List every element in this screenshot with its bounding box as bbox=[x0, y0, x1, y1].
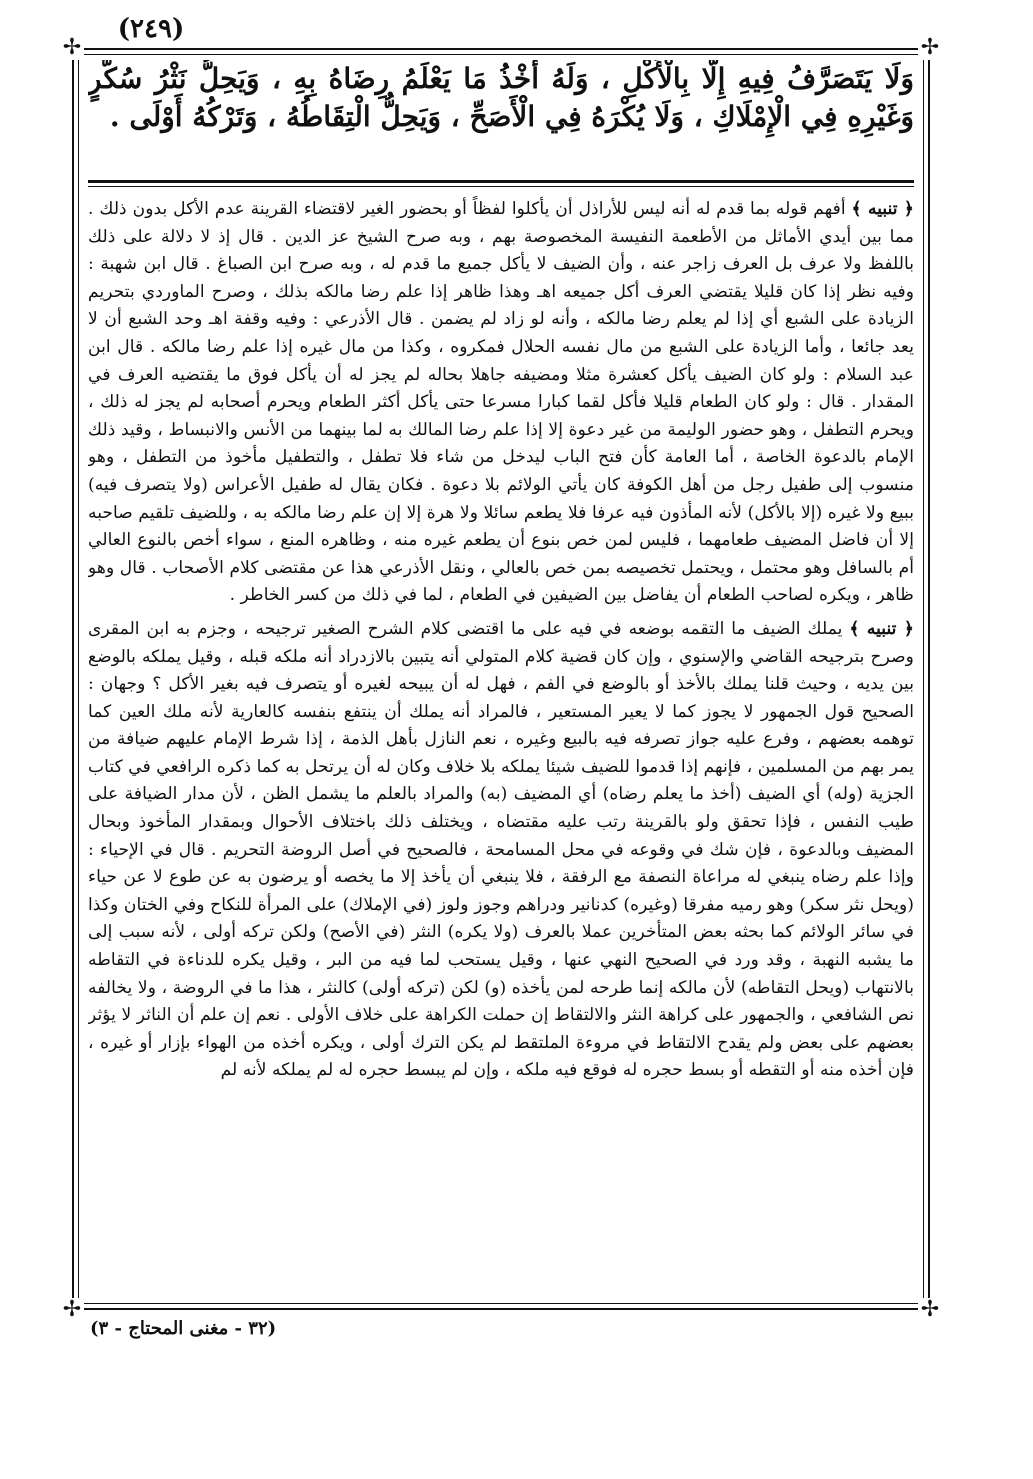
divider bbox=[88, 180, 914, 183]
divider bbox=[88, 186, 914, 187]
main-text: وَلَا يَتَصَرَّفُ فِيهِ إِلَّا بِالْأَكْلِ ، وَلَهُ أَخْذُ مَا يَعْلَمُ رِضَاهُ بِهِ ، وَيَحِلُّ نَثْرُ سُكَّرٍ وَغَيْرِهِ فِي الْإِمْلَاكِ ، وَلَا يُكْرَهُ فِي الْأَصَحِّ ، وَيَحِلُّ الْتِقَاطُهُ ، وَتَرْكُهُ أَوْلَى . bbox=[88, 62, 914, 133]
page-number: (٢٤٩) bbox=[117, 14, 185, 44]
paragraph-text: أفهم قوله بما قدم له أنه ليس للأراذل أن يأكلوا لفظاً أو بحضور الغير لاقتضاء القرينة عدم الأكل بدون ذلك . مما بين أيدي الأماثل من الأطعمة النفيسة المخصوصة بهم ، وبه صرح الشيخ عز الدين . قال إذ لا دلالة على ذلك باللفظ ولا عرف بل العرف زاجر عنه ، وأن الضيف لا يأكل جميع ما قدم له ، وبه صرح ابن الصباغ . قال ابن شهبة : وفيه نظر إذا كان قليلا يقتضي العرف أكل جميعه اهـ وهذا ظاهر إذا علم رضا مالكه بذلك ، وصرح الماوردي بتحريم الزيادة على الشبع أي إذا لم يعلم رضا مالكه ، وأنه لو زاد لم يضمن . قال الأذرعي : وفيه وقفة اهـ وحد الشبع أن لا يعد جائعا ، وأما الزيادة على الشبع من مال نفسه الحلال فمكروه ، وكذا من مال غيره إذا علم رضا مالكه . قال ابن عبد السلام : ولو كان الضيف يأكل كعشرة مثلا ومضيفه جاهلا بحاله لم يجز له أن يأكل فوق ما يقتضيه العرف في المقدار . قال : ولو كان الطعام قليلا فأكل لقما كبارا مسرعا حتى يأكل أكثر الطعام ويحرم أصحابه لم يجز له ذلك ، ويحرم التطفل ، وهو حضور الوليمة من غير دعوة إلا إذا علم رضا المالك به لما بينهما من الأنس والانبساط ، وقيد ذلك الإمام بالدعوة الخاصة ، أما العامة كأن فتح الباب ليدخل من شاء فلا تطفل ، والتطفيل مأخوذ من التطفل ، وهو منسوب إلى طفيل رجل من أهل الكوفة كان يأتي الولائم بلا دعوة . فكان يقال له طفيل الأعراس (ولا يتصرف فيه) ببيع ولا غيره (إلا بالأكل) لأنه المأذون فيه عرفا فلا يطعم سائلا ولا هرة إلا إن علم رضا مالكه به ، وللضيف تلقيم صاحبه إلا أن فاضل المضيف طعامهما ، فليس لمن خص بنوع أن يطعم غيره منه ، وظاهره المنع ، سواء أخص بالنوع العالي أم بالسافل وهو محتمل ، ويحتمل تخصيصه بمن خص بالعالي ، ونقل الأذرعي هذا عن مقتضى كلام الأصحاب . قال وهو ظاهر ، ويكره لصاحب الطعام أن يفاضل بين الضيفين في الطعام ، لما في ذلك من كسر الخاطر . bbox=[88, 199, 914, 606]
commentary-paragraph bbox=[88, 616, 914, 1085]
commentary bbox=[88, 196, 914, 1296]
commentary-paragraph bbox=[88, 196, 914, 610]
ornament-icon: ✢ bbox=[918, 1298, 942, 1322]
tanbih-label: ﴿ تنبيه ﴾ bbox=[851, 199, 914, 219]
footer-signature: (٣٢ - مغنى المحتاج - ٣) bbox=[90, 1318, 277, 1339]
ornament-icon: ✢ bbox=[60, 36, 84, 60]
ornament-icon: ✢ bbox=[60, 1298, 84, 1322]
tanbih-label: ﴿ تنبيه ﴾ bbox=[849, 618, 914, 639]
ornament-icon: ✢ bbox=[918, 36, 942, 60]
paragraph-text: يملك الضيف ما التقمه بوضعه في فيه على ما اقتضى كلام الشرح الصغير ترجيحه ، وجزم به ابن المقرى وصرح بترجيحه القاضي والإسنوي ، وإن كان قضية كلام المتولي أنه يتبين بالازدراد أنه ملكه قبله ، وقيل يملكه بالوضع بين يديه ، وحيث قلنا يملك بالأخذ أو بالوضع في الفم ، فهل له أن يبيحه لغيره أو يتصرف فيه بغير الأكل ؟ وجهان : الصحيح قول الجمهور لا يجوز كما لا يعير المستعير ، فالمراد أنه يملك أن ينتفع بنفسه كالعارية لأنه ملك العين كما توهمه بعضهم ، وفرع عليه جواز تصرفه فيه بالبيع وغيره ، نعم النازل بأهل الذمة ، إذا شرط الإمام عليهم ضيافة من يمر بهم من المسلمين ، فإنهم إذا قدموا للضيف شيئا يملكه بلا خلاف وكان له أن يرتحل به كما ذكره الرافعي في كتاب الجزية (وله) أي الضيف (أخذ ما يعلم رضاه) أي المضيف (به) والمراد بالعلم ما يشمل الظن ، لأن مدار الضيافة على طيب النفس ، فإذا تحقق ولو بالقرينة رتب عليه مقتضاه ، ويختلف ذلك باختلاف الأحوال وبمقدار المأخوذ وبحال المضيف وبالدعوة ، فإن شك في وقوعه في محل المسامحة ، فالصحيح في أصل الروضة التحريم . قال في الإحياء : وإذا علم رضاه ينبغي له مراعاة النصفة مع الرفقة ، فلا ينبغي أن يأخذ إلا ما يخصه أو يرضون به عن طوع لا عن حياء (ويحل نثر سكر) وهو رميه مفرقا (وغيره) كدنانير ودراهم وجوز ولوز (في الإملاك) على المرأة للنكاح وفي الختان وكذا في سائر الولائم كما بحثه بعض المتأخرين عملا بالعرف (ولا يكره) النثر (في الأصح) ولكن تركه أولى ، لأنه سبب إلى ما يشبه النهبة ، وقد ورد في الصحيح النهي عنها ، وقيل يستحب لما فيه من البر ، وقيل يكره للدناءة في التقاطه بالانتهاب (ويحل التقاطه) لأن مالكه إنما طرحه لمن يأخذه (و) لكن (تركه أولى) كالنثر ، هذا ما في الروضة ، ولا يخالفه نص الشافعي ، والجمهور على كراهة النثر والالتقاط إن حملت الكراهة على خلاف الأولى . نعم إن علم أن الناثر لا يؤثر بعضهم على بعض ولم يقدح الالتقاط في مروءة الملتقط لم يكن الترك أولى ، ويكره أخذه من الهواء بإزار أو غيره ، فإن أخذه منه أو التقطه أو بسط حجره له فوقع فيه ملكه ، وإن لم يبسط حجره له لم يملكه لأنه لم bbox=[88, 618, 914, 1081]
